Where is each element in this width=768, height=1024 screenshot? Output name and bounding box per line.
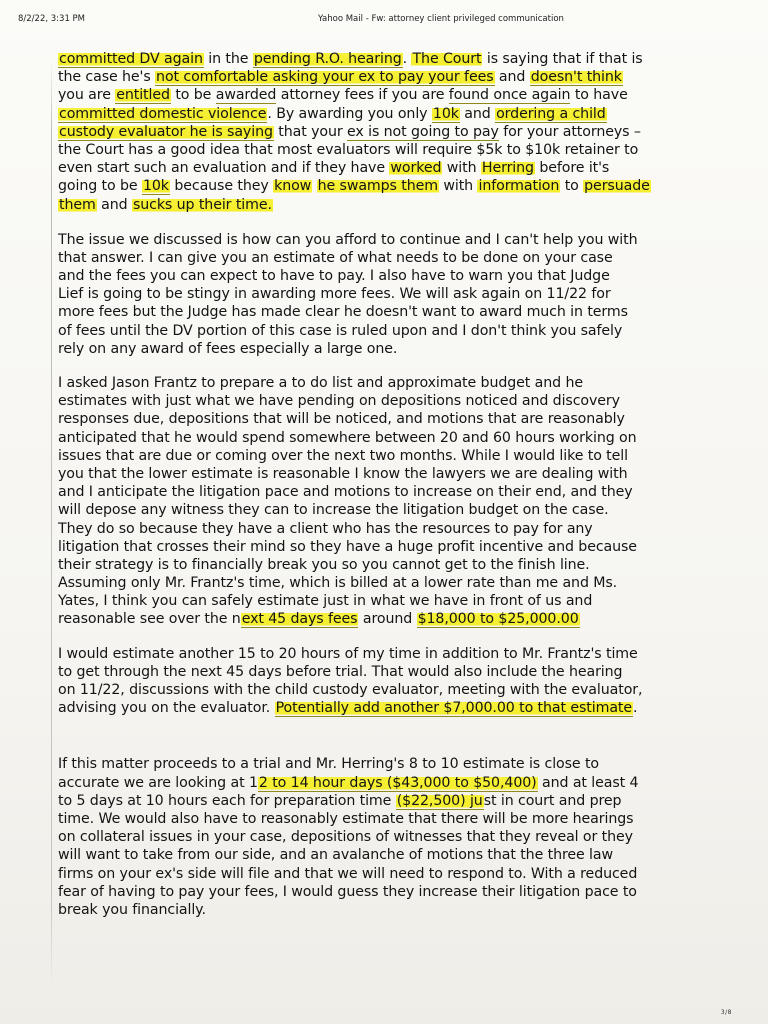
text-line: time. We would also have to reasonably estimate that there will be more hearings xyxy=(58,810,634,827)
highlight: ext 45 days fees xyxy=(241,611,358,628)
text-run: advising you on the evaluator. xyxy=(58,700,275,717)
text-line xyxy=(58,774,718,792)
print-header xyxy=(18,14,750,28)
text-run: that your xyxy=(273,123,348,140)
page-number: 3/8 xyxy=(720,1009,732,1016)
text-line: break you financially. xyxy=(58,901,206,918)
text-line: anticipated that he would spend somewhere between 20 and 60 hours working on xyxy=(58,429,637,446)
underline: ex is not going to pay xyxy=(347,123,499,140)
text-run: and xyxy=(96,196,132,213)
highlight: entitled xyxy=(116,87,170,104)
text-line xyxy=(58,105,718,123)
text-line xyxy=(58,159,718,177)
highlight: custody evaluator he is saying xyxy=(59,123,273,140)
text-line: The issue we discussed is how can you afford to continue and I can't help you with xyxy=(58,231,638,248)
highlight: he swamps them xyxy=(317,178,438,195)
paragraph-1 xyxy=(58,50,718,214)
text-run: to have xyxy=(570,87,628,104)
text-line: Lief is going to be stingy in awarding more fees. We will ask again on 11/22 for xyxy=(58,286,611,303)
text-line: firms on your ex's side will file and that we will need to respond to. With a reduced xyxy=(58,865,638,882)
paragraph-3 xyxy=(58,374,718,629)
paragraph-2 xyxy=(58,231,718,358)
text-run: attorney fees if you are xyxy=(276,87,449,104)
text-line: on 11/22, discussions with the child custody evaluator, meeting with the evaluator, xyxy=(58,682,643,698)
text-run: . xyxy=(633,700,638,717)
highlight: The Court xyxy=(412,51,482,67)
text-run: reasonable see over the n xyxy=(58,611,241,628)
text-run: with xyxy=(442,160,481,177)
text-run: you are xyxy=(58,87,116,104)
text-run: to be xyxy=(170,87,216,104)
text-line xyxy=(58,177,718,195)
text-run: even start such an evaluation and if they have xyxy=(58,160,390,177)
text-line xyxy=(58,86,718,104)
text-line: litigation that crosses their mind so they have a huge profit incentive and because xyxy=(58,538,637,555)
highlight: know xyxy=(274,178,312,195)
text-line xyxy=(58,68,718,86)
text-run: with xyxy=(438,178,478,195)
highlight: not comfortable asking your ex to pay your fees xyxy=(156,69,494,86)
underline: awarded xyxy=(215,87,277,104)
email-body xyxy=(58,50,718,935)
text-line xyxy=(58,699,718,717)
text-line xyxy=(58,792,718,810)
text-line: of fees until the DV portion of this case is ruled upon and I don't think you safely xyxy=(58,322,623,339)
highlight: worked xyxy=(390,160,442,177)
text-line: will depose any witness they can to increase the litigation budget on the case. xyxy=(58,502,609,519)
text-run: accurate we are looking at 1 xyxy=(58,774,258,791)
text-line: Assuming only Mr. Frantz's time, which is billed at a lower rate than me and Ms. xyxy=(58,575,618,592)
highlight: Potentially add another $7,000.00 to that estimate xyxy=(275,700,633,717)
text-run: going to be xyxy=(58,178,142,195)
paragraph-5 xyxy=(58,755,718,919)
text-line: and I anticipate the litigation pace and motions to increase on their end, and they xyxy=(58,484,633,501)
highlight: committed domestic violence xyxy=(59,105,267,122)
print-title: Yahoo Mail - Fw: attorney client privileged communication xyxy=(318,14,564,24)
text-line: will want to take from our side, and an avalanche of motions that the three law xyxy=(58,847,613,864)
text-line: estimates with just what we have pending on depositions noticed and discovery xyxy=(58,393,620,410)
highlight: doesn't think xyxy=(530,69,622,86)
text-run: st in court and prep xyxy=(483,792,622,809)
highlight: $18,000 to $25,000.00 xyxy=(417,611,579,628)
highlight: them xyxy=(59,196,96,213)
text-run: and xyxy=(459,105,496,122)
text-run: in the xyxy=(203,51,253,67)
text-run: before it's xyxy=(534,160,610,177)
highlight: persuade xyxy=(584,178,650,195)
highlight: information xyxy=(478,178,560,195)
text-run xyxy=(312,178,316,194)
text-run: . xyxy=(402,51,412,67)
text-line: fear of having to pay your fees, I would guess they increase their litigation pace to xyxy=(58,883,637,900)
text-line xyxy=(58,123,718,141)
text-line: on collateral issues in your case, depositions of witnesses that they reveal or they xyxy=(58,829,633,846)
text-line xyxy=(58,196,718,214)
text-line: the Court has a good idea that most evaluators will require $5k to $10k retainer to xyxy=(58,141,639,158)
text-run: to 5 days at 10 hours each for preparation time xyxy=(58,792,396,809)
text-run: . By awarding you only xyxy=(267,105,432,122)
text-line: and the fees you can expect to have to pay. I also have to warn you that Judge xyxy=(58,268,610,285)
highlight: 10k xyxy=(142,178,169,195)
underline: found once again xyxy=(448,87,571,104)
text-line: They do so because they have a client who has the resources to pay for any xyxy=(58,520,593,537)
text-run: to xyxy=(560,178,584,195)
text-run: the case he's xyxy=(58,69,156,86)
highlight: ($22,500) ju xyxy=(396,792,483,809)
highlight: committed DV again xyxy=(59,51,203,67)
text-line: Yates, I think you can safely estimate just in what we have in front of us and xyxy=(58,593,593,610)
text-line: you that the lower estimate is reasonable I know the lawyers we are dealing with xyxy=(58,465,628,482)
text-line: more fees but the Judge has made clear he doesn't want to award much in terms xyxy=(58,304,628,321)
text-run: around xyxy=(358,611,417,628)
text-line: issues that are due or coming over the next two months. While I would like to tell xyxy=(58,447,628,464)
text-run: and xyxy=(494,69,530,86)
spacer xyxy=(58,733,718,755)
text-run: because they xyxy=(169,178,274,195)
text-line xyxy=(58,50,718,68)
highlight: sucks up their time. xyxy=(132,196,272,213)
highlight: 10k xyxy=(432,105,459,122)
paragraph-4 xyxy=(58,645,718,718)
text-line: rely on any award of fees especially a large one. xyxy=(58,340,398,357)
text-line: to get through the next 45 days before trial. That would also include the hearing xyxy=(58,663,623,680)
text-line: responses due, depositions that will be noticed, and motions that are reasonably xyxy=(58,411,625,428)
highlight: Herring xyxy=(481,160,534,177)
text-line xyxy=(58,610,718,628)
text-line: If this matter proceeds to a trial and Mr. Herring's 8 to 10 estimate is close to xyxy=(58,756,599,773)
text-line: I asked Jason Frantz to prepare a to do list and approximate budget and he xyxy=(58,375,583,391)
text-line: that answer. I can give you an estimate of what needs to be done on your case xyxy=(58,249,613,266)
text-run: for your attorneys – xyxy=(498,123,641,140)
text-line: their strategy is to financially break you so you cannot get to the finish line. xyxy=(58,556,590,573)
highlight: 2 to 14 hour days ($43,000 to $50,400) xyxy=(258,774,537,791)
margin-rule xyxy=(51,58,52,988)
text-line: I would estimate another 15 to 20 hours of my time in addition to Mr. Frantz's time xyxy=(58,645,638,662)
print-timestamp: 8/2/22, 3:31 PM xyxy=(18,14,86,24)
text-run: is saying that if that is xyxy=(482,51,643,67)
highlight: pending R.O. hearing xyxy=(253,51,402,67)
text-run: and at least 4 xyxy=(537,774,639,791)
highlight: ordering a child xyxy=(496,105,606,122)
